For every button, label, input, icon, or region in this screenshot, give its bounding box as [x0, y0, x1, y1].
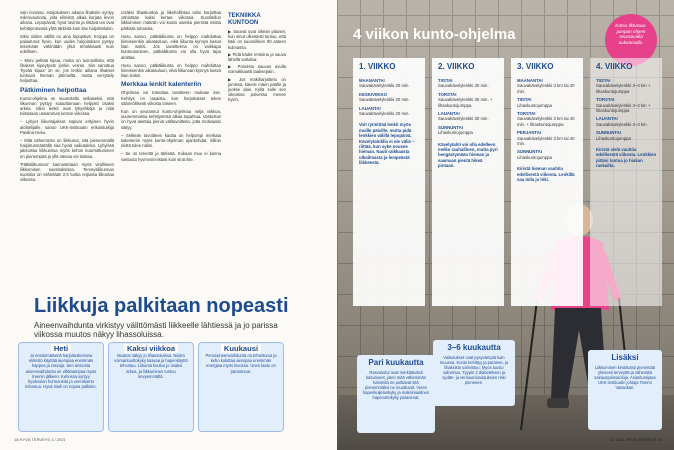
paragraph: – Se on tervettä ja tärkeää. Kukaan muu ei kanna vastuuta hyvinvoinnistasi kuin sinä itse.: [121, 151, 221, 162]
day-activity: Sauvakävelylenkki 20 min.: [359, 97, 410, 103]
info-box-month: [198, 342, 284, 432]
info-box-text: Liikkuminen kestävästi pienentää yleisesti terveyttä ja vähentää sairauspoissaoloja. Asiantuntijana UKK-instituutin johtaja Tommi Vasankari.: [594, 365, 656, 391]
week-note: Voit rytmittää lenkit myös muille päiville, mutta pidä lenkkien välillä lepopäivä. Kävelytahdilla ei ole väliä – riittää, kun syke nousee hieman. Nauti raikkaasta ulkoilmasta ja lempeästä liikkeestä.: [359, 122, 415, 166]
info-box-two-weeks: [108, 342, 194, 432]
week-title: 3. VIIKKO: [517, 62, 554, 71]
section-heading: Pätkiminen helpottaa: [20, 86, 87, 94]
tip-item: ▶ Ponnista sauvan avulla voimakkaasti taaksepäin.: [228, 64, 286, 75]
week-title: 1. VIIKKO: [359, 62, 396, 71]
day-label: SUNNUNTAI: [438, 124, 463, 130]
day-activity: Lihaskuntojumppa: [596, 135, 631, 141]
info-box-title: Kuukausi: [221, 344, 261, 353]
body-column-2: [121, 10, 221, 165]
info-box-text: Rasvasolut ovat merkittävästi kasvaneet, joten mitä vähemmän kaloreita ne polttavat sitä pienemmäksi ne muuttuvat. Veren hapenkuljetuskyky ja maksimaalinen hapenottokyky paranevat.: [362, 370, 430, 401]
day-activity: Lihaskuntojumppa: [517, 154, 552, 160]
left-pole: [521, 300, 537, 430]
day-label: TORSTAI: [517, 111, 536, 117]
day-activity: Lihaskuntojumppa: [517, 102, 552, 108]
day-label: MAANANTAI: [359, 78, 385, 83]
paragraph: Husu sanoo, pätkäliikunta on helppo mahduttaa kiireiseenkin aikatauluun, eikä liikunnan kynnys kasva liian isoksi.: [121, 62, 221, 79]
info-box-text: Vaikutukset ovat pysyvämpiä kuin muussa. Kunto kehittyy ja paranee, ja lihaksisto vahvistuu. Myös luusto vahvistuu. Tyypin 2 diabeteksen ja sydän- ja verisuonisairauksien riski pienenee.: [439, 355, 509, 386]
week-4-column: [590, 58, 662, 306]
day-activity: Sauvakävelylenkki 3–4 km + lihaskuntojumppa: [596, 83, 651, 94]
day-label: TORSTAI: [438, 91, 457, 97]
sidebar-heading: TEKNIIKKA KUNTOON: [228, 13, 261, 26]
tip-item: ▶ Sauvat ovat oikean pituiset, kun sinut ulkoisesti tuntuu, että käsi on suunnilleen 90 asteen kulmassa.: [228, 29, 286, 50]
day-activity: Sauvakävelylenkki 30 min. + lihaskuntojumppa: [438, 97, 493, 108]
week-2-column: [432, 58, 504, 306]
day-activity: Lihaskuntojumppa: [438, 130, 473, 136]
info-box-heti: [18, 342, 104, 432]
day-activity: Sauvakävelylenkki 3–4 km: [596, 121, 647, 127]
week-3-column: [511, 58, 583, 306]
info-box-title: Pari kuukautta: [368, 358, 424, 367]
week-title: 4. VIIKKO: [596, 62, 633, 71]
paragraph: Kunto-ohjelma on suunniteltu sellaiseksi, että liikunnan pystyy sulauttamaan helposti osaksi arkea. Siksi lenkit ovat lyhyehköjä ja niitä toistetaan useamman kerran viikossa.: [20, 95, 114, 117]
week-note: Kävelytahti voi olla edelleen melko rauhallinen, mutta pyri hengästymään hieman ja saamaan pientä hikeä pintaan.: [438, 141, 498, 169]
badge-text: Katso Ilkkasaa-jumpan ohjeet seuraavalla aukeamalla.: [615, 23, 647, 45]
day-label: SUNNUNTAI: [596, 130, 621, 136]
week-note: Kiristä vielä vauhtia edellisestä viikosta. Lenkkien pitäisi tuntua jo hiukan raskailta.: [596, 147, 657, 169]
paragraph: Ohjelmaa voi toteuttaa tavoitteen mukaan itse. Kehitys on tasaista, kun harjoitukset tekee säännöllisesti viikosta toiseen.: [121, 90, 221, 106]
day-label: KESKIVIIKKO: [359, 91, 387, 97]
tip-item: ▶ Pidä kädet rentoina ja sauva lähellä vartaloa.: [228, 51, 286, 63]
day-label: LAUANTAI: [596, 116, 618, 122]
day-activity: Sauvakävelylenkki 20 min.: [359, 111, 410, 117]
day-activity: Sauvakävelylenkki 30 min.: [438, 83, 489, 89]
info-box-text: Muutos näkyy jo lihassoluissa. Niiden voimantuottokyky kasvaa ja hapenkäyttö tehostuu. Liikunta kuuluu jo osaksi arkea, ja liikkuminen tuntuu kevyemmältä.: [114, 353, 188, 379]
paragraph: – Lyhyet liikuntajaksot sopivat erityisen hyvin aloittelijalle, sanoo UKK-instituutin erikoistutkija Paulina Husu.: [20, 119, 114, 135]
paragraph: Husu sanoo, pätkäliikunta on helppo mahduttaa kiireiseenkin aikatauluun, eikä liikunta kynnys kasva liian isoksi. Jos tavoitteena on vaikkapa kuntoutuminen, pätkäliikunta voi olla hyvä tapa aloittaa.: [121, 33, 221, 60]
day-label: MAANANTAI: [517, 78, 543, 83]
day-label: LAUANTAI: [438, 111, 460, 117]
day-label: TIISTAI: [438, 78, 453, 83]
info-box-pari-kuukautta: [357, 355, 435, 433]
day-activity: Sauvakävelylenkki 20 min.: [359, 83, 410, 89]
hero-subtitle: Aineenvaihdunta virkistyy välittömästi liikkeelle lähtiessä ja jo parissa viikossa muutos näkyy lihassoluissa.: [34, 321, 278, 339]
paragraph: Kun on seurannut kunto-ohjelmaa neljä viikkoa, suuremmassa kehittymistä alkaa tapahtua. Vastustus on hyvä asettaa pieniä välitavoitteita, jotta motivaatio säilyy.: [121, 109, 221, 130]
paragraph: 'Pätkäliikunnan' kannustetaan myös viralliseen liikkumisen suosituksissa. Terveysliikunnan suositus on vähintään 2,5 tuntia reipasta liikuntaa viikossa.: [20, 161, 114, 183]
paragraph: Lisäksi lihaskuntoa ja liikehallintaa tulisi harjoittaa vähintään kaksi kertaa viikossa. Suositellun liikkumisen määrän voi koota useista pienistä osista pätkistä tuhansia.: [121, 10, 221, 31]
paragraph: – Moni pelkää kipua, mutta on luonnollista, että lihakset kipeytyvät jonkin verran. Siis sanottua 'hyvää kipua' on se, jos lenkin aikana lihakset tuntuvat hieman jähmeiltä, mutta verryttely helpottaa.: [20, 57, 114, 84]
section-heading: Merkkaa lenkit kalenteriin: [121, 81, 202, 89]
paragraph: vain levossa. Harjoituksen aikana lihaksiin syntyy mikrovaurioita, joita elimistö alkaa korjata levon aikana. Lepopäivät, hyvä ravinto ja riittävä uni ovat kehittymisessä yhtä tärkeitä kuin itse harjoittelukin.: [20, 10, 114, 31]
day-activity: Sauvakävelylenkki 3 km tai 40 min. + lihaskuntojumppa: [517, 116, 575, 127]
week-note: Kiristä hieman vauhtia edellisestä viikosta. Lenkillä saa tulla jo hiki.: [517, 166, 575, 183]
page-footer: 3 / 2021 HYVÄ TERVEYS 19: [610, 437, 662, 442]
paragraph: – Selkeän tavoitteen kautta on helpompi merkata kalenteriin myös kunto-ohjelman ajankohdat. Silloin niistä tulee rutiini.: [121, 132, 221, 149]
day-label: TIISTAI: [596, 78, 611, 83]
paragraph: – Mitä vähemmän on liikkunut, sitä pienemmällä harjoitusmäärällä saa hyviä vaikutuksia. Lyhyissä jaksoissa liikkuessa myös kehon kuormittuminen on pienempää ja yllä olevaa voi toistaa.: [20, 138, 114, 159]
day-activity: Sauvakävelylenkki 3 km tai 40 min.: [517, 83, 575, 94]
day-label: PERJANTAI: [517, 130, 542, 136]
paragraph: Siksi niiden välillä on aina lepopäivä. Kroppa on palautunut hyvin, kun uuden harjoituksen pystyy tekemään vähintään yhtä tehokkaasti kuin edellisen.: [20, 33, 114, 55]
day-activity: Sauvakävelylenkki 30 min.: [438, 116, 489, 122]
info-box-title: Kaksi viikkoa: [124, 344, 178, 353]
week-title: 2. VIIKKO: [438, 62, 475, 71]
program-title: 4 viikon kunto-ohjelma: [353, 26, 516, 43]
info-box-title: Heti: [51, 344, 71, 353]
day-activity: Sauvakävelylenkki 3 km tai 40 min.: [517, 135, 575, 147]
info-box-title: 3–6 kuukautta: [447, 343, 501, 352]
day-label: SUNNUNTAI: [517, 149, 542, 155]
week-1-column: [353, 58, 425, 306]
hero-title: Liikkuja palkitaan nopeasti: [34, 295, 289, 317]
right-page: [337, 0, 674, 450]
info-box-title: Lisäksi: [611, 353, 639, 362]
day-activity: Sauvakävelylenkki 3–4 km + lihaskuntojumppa: [596, 102, 651, 114]
day-label: TORSTAI: [596, 97, 615, 103]
page-footer: 18 HYVÄ TERVEYS 3 / 2021: [14, 437, 66, 442]
day-label: LAUANTAI: [359, 105, 381, 111]
left-shoe: [547, 398, 569, 408]
day-label: TIISTAI: [517, 97, 532, 103]
info-box-lisaksi: [588, 350, 662, 430]
info-box-3-6-kuukautta: [433, 340, 515, 406]
info-box-text: Perusaineenvaihdunta on tehostunut ja keho kuluttaa aiempaa enemmän energiaa myös levossa. Unen laatu on parantunut.: [205, 353, 277, 374]
body-column-1: [20, 10, 114, 186]
tip-item: ▶ Jos mäkiharjoittelu on jumissa, kävele mäen päälle ja juokse alas. Kyllä sulle sen oikeassa polvessa menee hyvin.: [228, 76, 286, 103]
info-box-text: Jo ensimmäisenä harjoituskerrana elimistö käyttää aiempaa enemmän happea ja rasvoja. Sen ansiosta aineenvaihdunta on vilkkaampaa myös treenin jälkeen. Kehossa syntyy hyvänolon hormoneita ja verenkierto tehostuu. Hyvä mieli on nopea palkinto.: [25, 353, 97, 390]
sidebar-technique: [228, 10, 286, 105]
